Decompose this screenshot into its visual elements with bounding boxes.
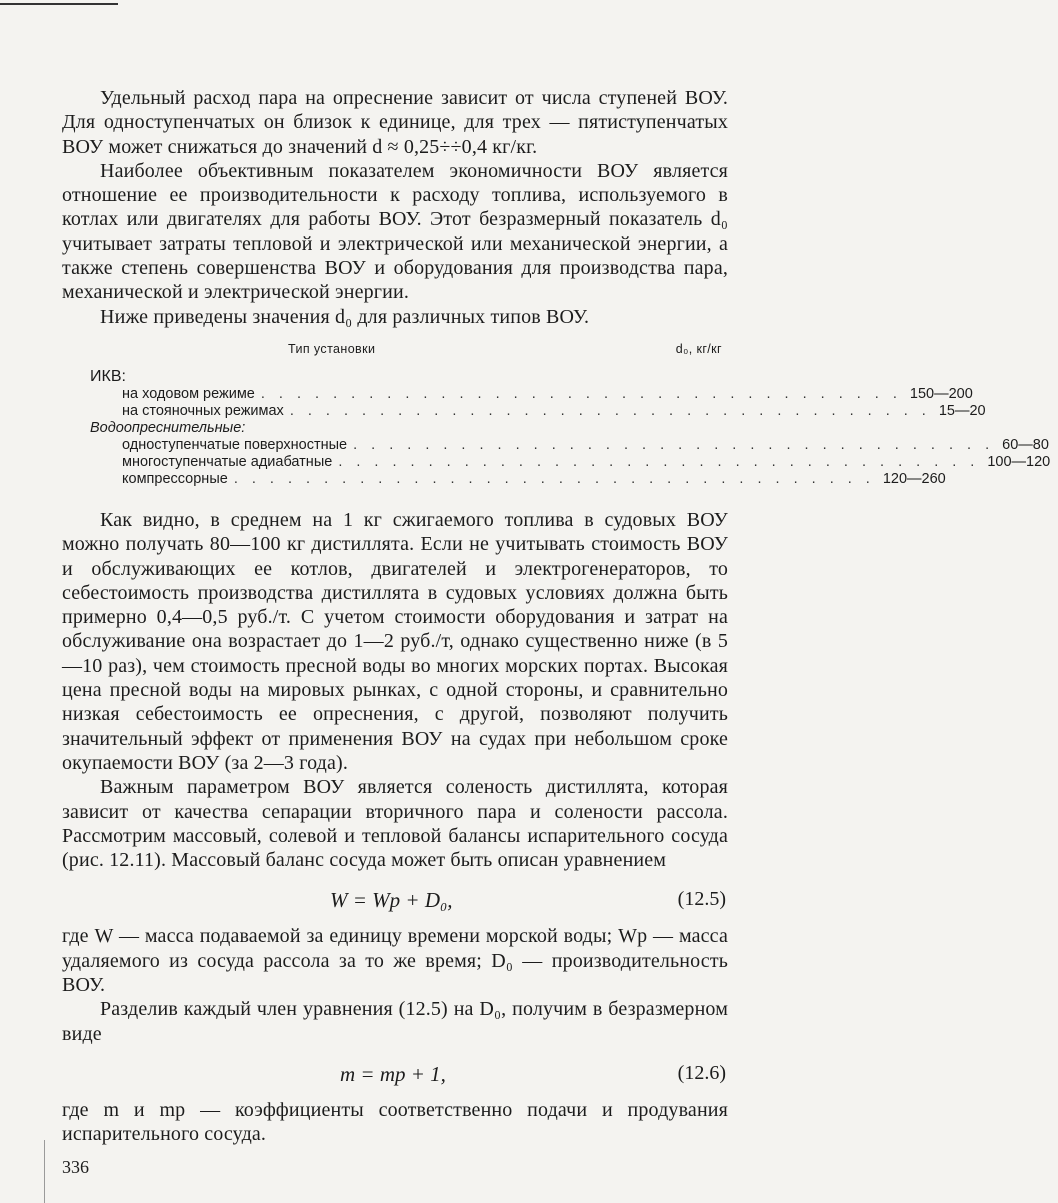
paragraph-dimensionless: Разделив каждый член уравнения (12.5) на D₀, получим в безразмерном виде [62, 998, 728, 1045]
equation-number: (12.5) [677, 888, 726, 911]
page-body [62, 86, 1051, 1147]
paragraph-coefficients: где m и mр — коэффициенты соответственно подачи и продувания испарительного сосуда. [62, 1098, 728, 1146]
col-header-type: Тип установки [288, 341, 376, 356]
paragraph-table-intro: Ниже приведены значения d₀ для различных типов ВОУ. [100, 305, 590, 328]
row-label: одноступенчатые поверхностные [122, 436, 348, 453]
row-label: на ходовом режиме [122, 385, 255, 402]
paragraph-steam-consumption: Удельный расход пара на опреснение зависит от числа ступеней ВОУ. Для одноступенчатых он близок к единице, для трех — пятиступенчатых ВОУ может снижаться до значений d ≈ 0,25÷÷0,4 кг/кг. [62, 87, 728, 158]
paragraph-salinity: Важным параметром ВОУ является соленость дистиллята, которая зависит от качества сепарации вторичного пара и солености рассола. Рассмотрим массовый, солевой и тепловой балансы испарительного сосуда (рис. 12.11). Массовый баланс сосуда может быть описан уравнением [62, 776, 728, 872]
page-number: 336 [62, 1157, 89, 1177]
paragraph-distillate-cost: Как видно, в среднем на 1 кг сжигаемого топлива в судовых ВОУ можно получать 80—100 кг дистиллята. Если не учитывать стоимость ВОУ и обслуживающих ее котлов, двигателей и электрогенераторов, то себестоимость производства дистиллята в судовых условиях должна быть примерно 0,4—0,5 руб./т. С учетом стоимости оборудования и затрат на обслуживание она возрастает до 1—2 руб./т, однако существенно ниже (в 5—10 раз), чем стоимость пресной воды во многих морских портах. Высокая цена пресной воды на мировых рынках, с одной стороны, и сравнительно низкая себестоимость ее опреснения, с другой, позволяют получить значительный эффект от применения ВОУ на судах при небольшом сроке окупаемости ВОУ (за 2—3 года). [62, 508, 728, 774]
equation-number: (12.6) [677, 1061, 726, 1084]
paragraph-efficiency-indicator: Наиболее объективным показателем экономичности ВОУ является отношение ее производительности к расходу топлива, используемого в котлах или двигателях для работы ВОУ. Этот безразмерный показатель d₀ учитывает затраты тепловой и электрической или механической энергии, а также степень совершенства ВОУ и оборудования для производства пара, механической и электрической энергии. [62, 159, 728, 304]
row-label: компрессорные [122, 470, 228, 487]
row-value: 100—120 [987, 453, 1051, 470]
paragraph-mass-definitions: где W — масса подаваемой за единицу времени морской воды; Wр — масса удаляемого из сосуда рассола за то же время; D₀ — производительность ВОУ. [62, 925, 728, 997]
table-row [62, 470, 946, 488]
leader-dots: . . . . . . . . . . . . . . . . . . . . . . . . . . . . . . . . . . . . [353, 436, 995, 453]
equation-formula: W = Wр + D₀, [330, 888, 453, 913]
leader-dots: . . . . . . . . . . . . . . . . . . . . . . . . . . . . . . . . . . . . [338, 453, 980, 470]
row-label: на стояночных режимах [122, 402, 284, 419]
table-row [62, 402, 986, 420]
table-group-desalination: Водоопреснительные: [90, 419, 246, 436]
d0-values-table [62, 337, 1051, 488]
leader-dots: . . . . . . . . . . . . . . . . . . . . . . . . . . . . . . . . . . . . [289, 402, 931, 419]
table-row [62, 385, 973, 403]
row-value: 60—80 [1002, 436, 1049, 453]
equation-12-6 [62, 1056, 728, 1096]
row-value: 150—200 [909, 385, 973, 402]
table-row [62, 436, 1049, 454]
page-edge-line [44, 1140, 45, 1203]
row-label: многоступенчатые адиабатные [122, 453, 333, 470]
row-value: 15—20 [938, 402, 986, 419]
leader-dots: . . . . . . . . . . . . . . . . . . . . . . . . . . . . . . . . . . . . [233, 470, 875, 487]
equation-formula: m = mр + 1, [340, 1061, 446, 1086]
equation-12-5 [62, 882, 728, 922]
table-header [62, 337, 728, 368]
leader-dots: . . . . . . . . . . . . . . . . . . . . . . . . . . . . . . . . . . . . [260, 385, 902, 402]
table-row [62, 453, 1051, 471]
col-header-d0: d₀, кг/кг [675, 341, 722, 356]
top-rule [0, 3, 118, 5]
row-value: 120—260 [882, 470, 946, 487]
table-group-ikv: ИКВ: [90, 367, 126, 385]
